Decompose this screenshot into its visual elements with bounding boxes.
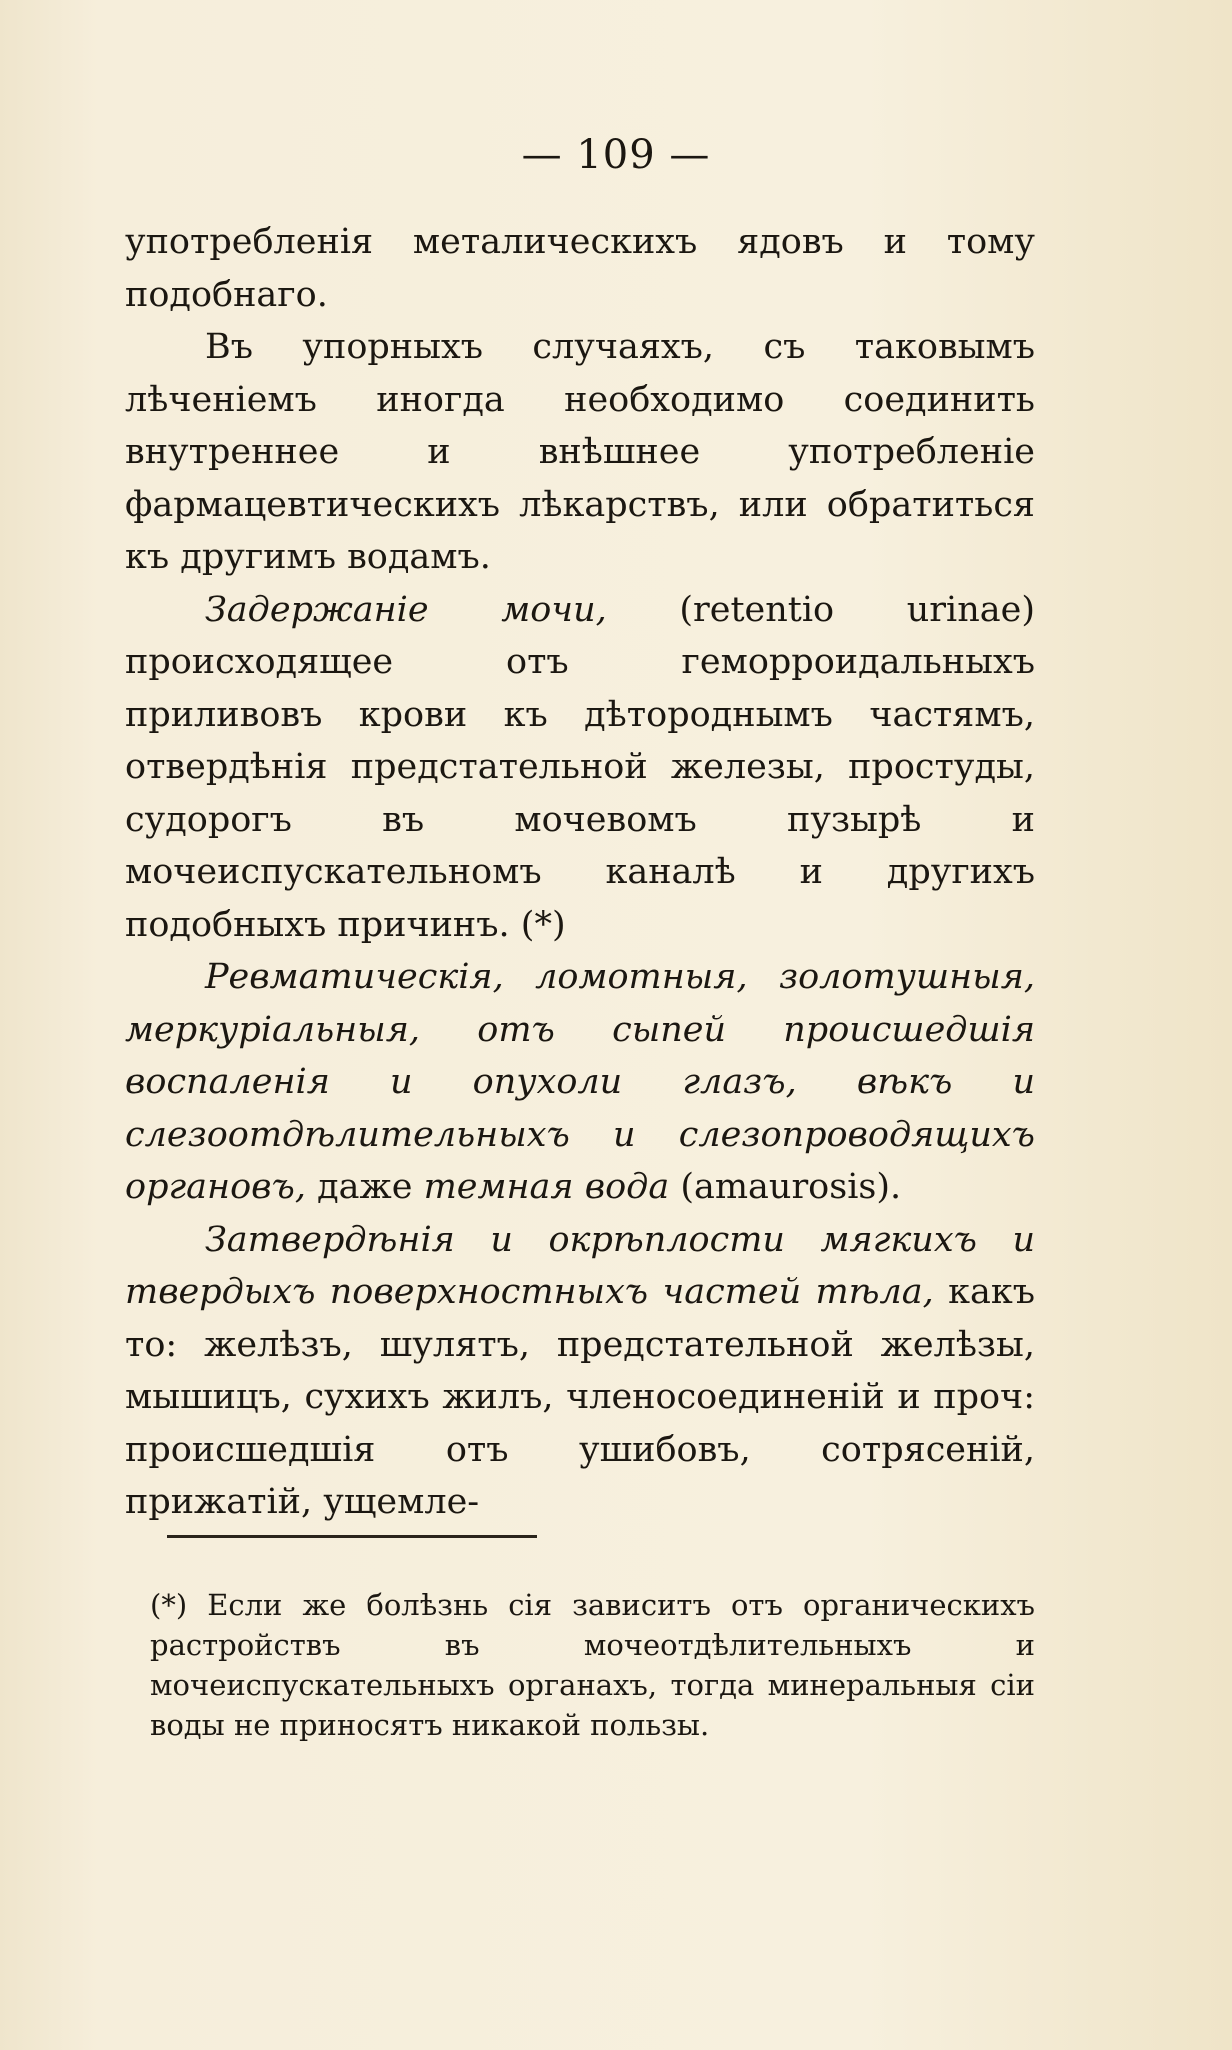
paragraph-3 xyxy=(125,584,1035,952)
paragraph-4-heading: Ревматическія, ломотныя, золотушныя, меркуріальныя, отъ сыпей происшедшія воспаленія и опухоли глазъ, вѣкъ и слезоотдѣлительныхъ и слезопроводящихъ органовъ, xyxy=(125,957,1035,1207)
paragraph-5 xyxy=(125,1214,1035,1529)
footnote-text: Если же болѣзнь сія зависитъ отъ органическихъ растройствъ въ мочеотдѣлительныхъ и мочеиспускательныхъ органахъ, тогда минеральныя сіи воды не приносятъ никакой пользы. xyxy=(150,1588,1035,1742)
main-text xyxy=(125,216,1035,1529)
paragraph-4-text-b: (amaurosis). xyxy=(669,1167,902,1207)
page-number: — 109 — xyxy=(521,132,711,178)
paragraph-5-heading: Затвердѣнія и окрѣплости мягкихъ и твердыхъ поверхностныхъ частей тѣла, xyxy=(125,1219,1035,1312)
paragraph-3-text: (retentio urinae) происходящее отъ геморроидальныхъ приливовъ крови къ дѣтороднымъ частямъ, отвердѣнія предстательной железы, простуды, судорогъ въ мочевомъ пузырѣ и мочеиспускательномъ каналѣ и другихъ подобныхъ причинъ. (*) xyxy=(125,589,1035,945)
footnote-marker: (*) xyxy=(150,1588,188,1622)
footnote xyxy=(150,1585,1035,1745)
paragraph-4-text-a: даже xyxy=(305,1167,424,1207)
footnote-divider xyxy=(167,1535,537,1538)
paragraph-3-heading: Задержаніе мочи, xyxy=(205,589,607,630)
paragraph-4 xyxy=(125,951,1035,1214)
paragraph-5-text: какъ то: желѣзъ, шулятъ, предстательной желѣзы, мышицъ, сухихъ жилъ, членосоединеній и проч: происшедшія отъ ушибовъ, сотрясеній, прижатій, ущемле- xyxy=(125,1272,1035,1522)
paragraph-2: Въ упорныхъ случаяхъ, съ таковымъ лѣченіемъ иногда необходимо соединить внутреннее и внѣшнее употребленіе фармацевтическихъ лѣкарствъ, или обратиться къ другимъ водамъ. xyxy=(125,327,1035,577)
paragraph-1: употребленія металическихъ ядовъ и тому подобнаго. xyxy=(125,222,1035,315)
paragraph-4-italic-b: темная вода xyxy=(423,1167,670,1207)
